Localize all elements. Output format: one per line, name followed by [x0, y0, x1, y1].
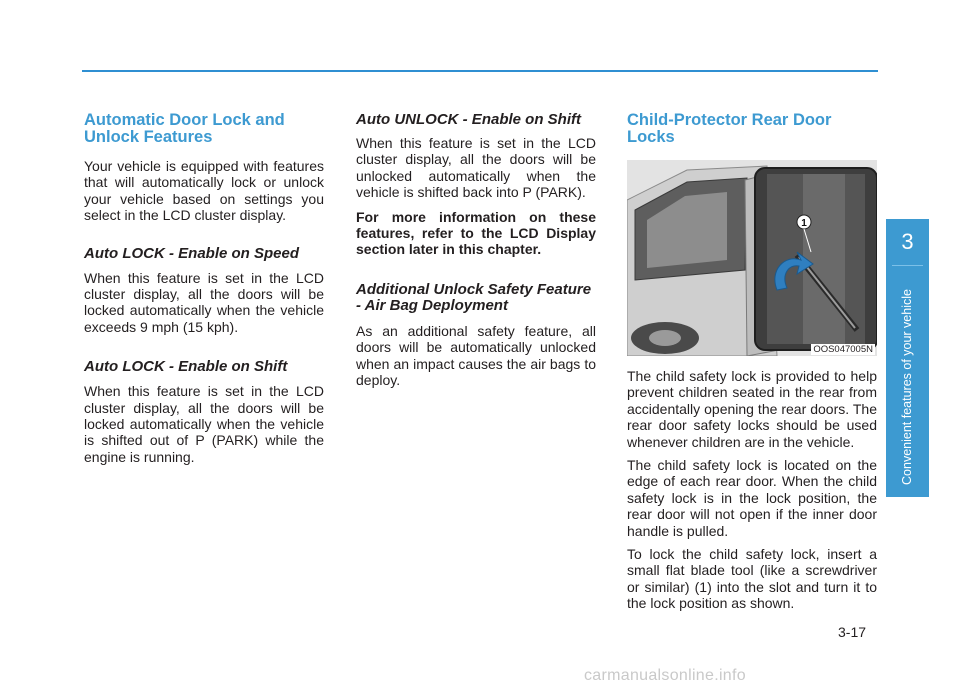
- auto-door-lock-intro: Your vehicle is equipped with features that will automatically lock or unlock your vehicle based on settings you select in the LCD cluster display.: [84, 158, 324, 224]
- child-lock-para-3: To lock the child safety lock, insert a small flat blade tool (like a screwdriver or similar) (1) into the slot and turn it to the lock position as shown.: [627, 546, 877, 612]
- auto-unlock-shift-heading: Auto UNLOCK - Enable on Shift: [356, 111, 581, 128]
- chapter-number: 3: [901, 229, 914, 254]
- column-3: [627, 112, 877, 612]
- column-1: [84, 112, 324, 465]
- child-lock-para-2: The child safety lock is located on the edge of each rear door. When the child safety lock is in the lock position, the rear door will not open if the inner door handle is pulled.: [627, 457, 877, 539]
- chapter-title: Convenient features of your vehicle: [900, 289, 914, 485]
- child-lock-heading: Child-Protector Rear Door Locks: [627, 111, 832, 146]
- auto-lock-shift-text: When this feature is set in the LCD cluster display, all the doors will be locked automatically when the vehicle is shifted out of P (PARK) while the engine is running.: [84, 383, 324, 465]
- auto-lock-speed-text: When this feature is set in the LCD cluster display, all the doors will be locked automatically when the vehicle exceeds 9 mph (15 kph).: [84, 269, 324, 335]
- auto-lock-shift-heading: Auto LOCK - Enable on Shift: [84, 358, 288, 376]
- auto-lock-speed-heading: Auto LOCK - Enable on Speed: [84, 244, 300, 262]
- chapter-tab: [886, 219, 929, 497]
- child-lock-para-1: The child safety lock is provided to help prevent children seated in the rear from accidentally opening the rear doors. The rear door safety locks should be used whenever children are in the vehicle.: [627, 368, 877, 450]
- airbag-unlock-text: As an additional safety feature, all doors will be automatically unlocked when an impact causes the air bags to deploy.: [356, 322, 596, 389]
- watermark: carmanualsonline.info: [584, 667, 746, 684]
- column-2: [356, 112, 596, 388]
- more-info-note: For more information on these features, refer to the LCD Display section later in this chapter.: [356, 208, 596, 258]
- car-door-icon: [627, 160, 877, 356]
- figure-code: OOS047005N: [813, 344, 873, 355]
- tab-divider: [892, 265, 923, 266]
- child-lock-illustration: [627, 160, 877, 356]
- top-rule: [82, 70, 878, 72]
- callout-1: 1: [801, 218, 807, 229]
- page-number: 3-17: [838, 624, 867, 640]
- auto-unlock-shift-text: When this feature is set in the LCD cluster display, all the doors will be unlocked automatically when the vehicle is shifted back into P (PARK).: [356, 135, 596, 201]
- auto-door-lock-heading: Automatic Door Lock and Unlock Features: [84, 111, 285, 146]
- airbag-unlock-heading: Additional Unlock Safety Feature - Air Bag Deployment: [356, 280, 592, 314]
